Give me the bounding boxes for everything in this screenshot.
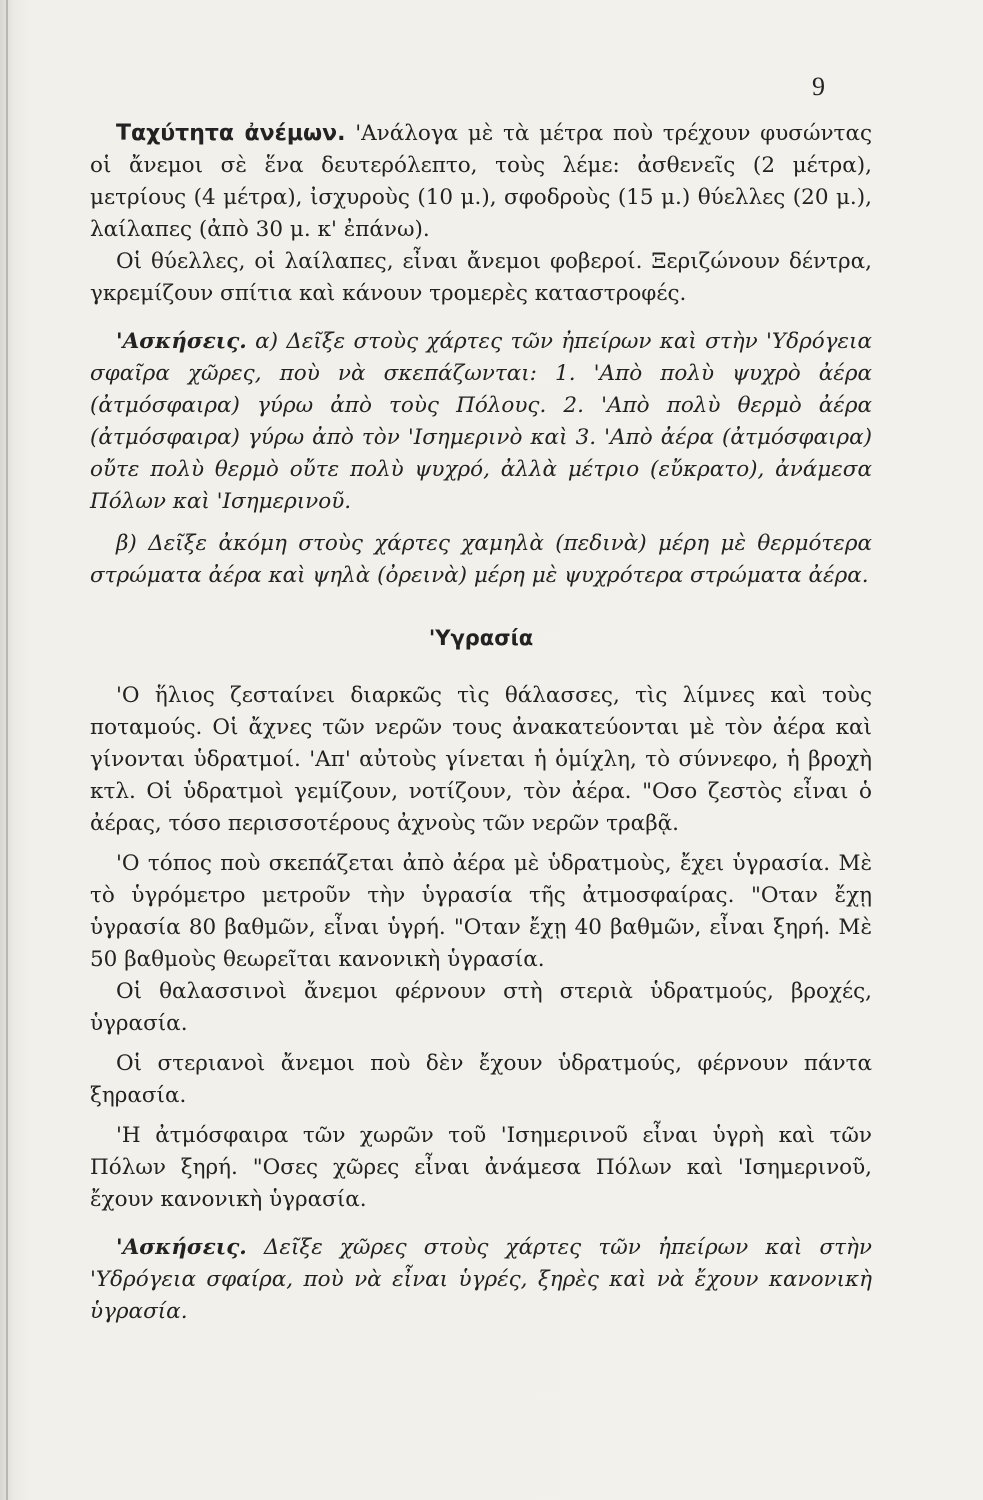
humidity-paragraph-3: Οἱ θαλασσινοὶ ἄνεμοι φέρνουν στὴ στεριὰ ὑδρατμούς, βροχές, ὑγρασία. [90,979,872,1036]
wind-speed-paragraph [90,118,872,246]
humidity-title: 'Υγρασία [428,626,534,650]
exercises-1-part-a [90,326,872,518]
exercises-2-text: Δεῖξε χῶρες στοὺς χάρτες τῶν ἠπείρων καὶ στὴν 'Υδρόγεια σφαίρα, ποὺ νὰ εἶναι ὑγρές, ξηρὲς καὶ νὰ ἔχουν κανονικὴ ὑγρασία. [90,1235,873,1324]
page-content [90,118,872,1328]
exercises-1-part-b: β) Δεῖξε ἀκόμη στοὺς χάρτες χαμηλὰ (πεδινὰ) μέρη μὲ θερμότερα στρώματα ἀέρα καὶ ψηλὰ (ὀρεινὰ) μέρη μὲ ψυχρότερα στρώματα ἀέρα. [90,531,872,588]
humidity-paragraph-2: 'Ο τόπος ποὺ σκεπάζεται ἀπὸ ἀέρα μὲ ὑδρατμοὺς, ἔχει ὑγρασία. Μὲ τὸ ὑγρόμετρο μετροῦν τὴν ὑγρασία τῆς ἀτμοσφαίρας. "Οταν ἔχῃ ὑγρασία 80 βαθμῶν, εἶναι ὑγρή. "Οταν ἔχῃ 40 βαθμῶν, εἶναι ξηρή. Μὲ 50 βαθμοὺς θεωρεῖται κανονικὴ ὑγρασία. [90,851,872,972]
exercises-2 [90,1232,872,1328]
exercises-1-label: 'Ασκήσεις. [116,329,247,354]
humidity-paragraph-4: Οἱ στεριανοὶ ἄνεμοι ποὺ δὲν ἔχουν ὑδρατμούς, φέρνουν πάντα ξηρασία. [90,1051,872,1108]
binding-edge [6,0,8,1500]
wind-speed-text: 'Ανάλογα μὲ τὰ μέτρα ποὺ τρέχουν φυσώντας οἱ ἄνεμοι σὲ ἕνα δευτερόλεπτο, τοὺς λέμε: ἀσθενεῖς (2 μέτρα), μετρίους (4 μέτρα), ἰσχυροὺς (10 μ.), σφοδροὺς (15 μ.) θύελλες (20 μ.), λαίλαπες (ἀπὸ 30 μ. κ' ἐπάνω). [90,121,872,242]
humidity-paragraph-1: 'Ο ἥλιος ζεσταίνει διαρκῶς τὶς θάλασσες, τὶς λίμνες καὶ τοὺς ποταμούς. Οἱ ἄχνες τῶν νερῶν τους ἀνακατεύονται μὲ τὸν ἀέρα καὶ γίνονται ὑδρατμοί. 'Απ' αὐτοὺς γίνεται ἡ ὁμίχλη, τὸ σύννεφο, ἡ βροχὴ κτλ. Οἱ ὑδρατμοὶ γεμίζουν, νοτίζουν, τὸν ἀέρα. "Οσο ζεστὸς εἶναι ὁ ἀέρας, τόσο περισσοτέρους ἀχνοὺς τῶν νερῶν τραβᾷ. [90,683,872,836]
storms-paragraph: Οἱ θύελλες, οἱ λαίλαπες, εἶναι ἄνεμοι φοβεροί. Ξεριζώνουν δέντρα, γκρεμίζουν σπίτια καὶ κάνουν τρομερὲς καταστροφές. [90,249,872,306]
humidity-paragraph-5: 'Η ἀτμόσφαιρα τῶν χωρῶν τοῦ 'Ισημερινοῦ εἶναι ὑγρὴ καὶ τῶν Πόλων ξηρή. "Οσες χῶρες εἶναι ἀνάμεσα Πόλων καὶ 'Ισημερινοῦ, ἔχουν κανονικὴ ὑγρασία. [90,1123,872,1212]
wind-speed-heading: Ταχύτητα ἀνέμων. [116,121,346,146]
exercises-1-a-text: α) Δεῖξε στοὺς χάρτες τῶν ἠπείρων καὶ στὴν 'Υδρόγεια σφαῖρα χῶρες, ποὺ νὰ σκεπάζωνται: 1. 'Απὸ πολὺ ψυχρὸ ἀέρα (ἀτμόσφαιρα) γύρω ἀπὸ τοὺς Πόλους. 2. 'Απὸ πολὺ θερμὸ ἀέρα (ἀτμόσφαιρα) γύρω ἀπὸ τὸν 'Ισημερινὸ καὶ 3. 'Απὸ ἀέρα (ἀτμόσφαιρα) οὔτε πολὺ θερμὸ οὔτε πολὺ ψυχρό, ἀλλὰ μέτριο (εὔκρατο), ἀνάμεσα Πόλων καὶ 'Ισημερινοῦ. [90,329,872,514]
page-number: 9 [812,72,825,101]
exercises-2-label: 'Ασκήσεις. [116,1235,247,1260]
